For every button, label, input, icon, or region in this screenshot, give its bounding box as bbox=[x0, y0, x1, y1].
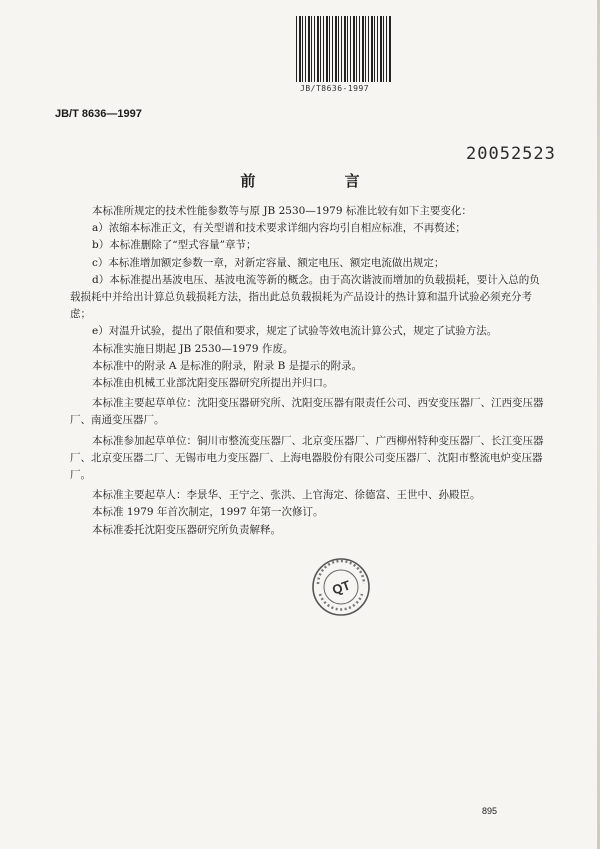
paragraph-participating-drafters: 本标准参加起草单位：铜川市整流变压器厂、北京变压器厂、广西柳州特种变压器厂、长江变压器厂、北京变压器二厂、无锡市电力变压器厂、上海电器股份有限公司变压器厂、沈阳市整流电炉变压器厂。 bbox=[70, 434, 544, 482]
archive-stamp-number: 20052523 bbox=[466, 144, 556, 164]
paragraph-item-e: e）对温升试验，提出了限值和要求，规定了试验等效电流计算公式，规定了试验方法。 bbox=[92, 325, 498, 338]
paragraph-history: 本标准 1979 年首次制定，1997 年第一次修订。 bbox=[92, 506, 324, 519]
paragraph-item-a: a）浓缩本标准正文，有关型谱和技术要求详细内容均引自相应标准，不再赘述； bbox=[92, 222, 466, 235]
paragraph-proposer: 本标准由机械工业部沈阳变压器研究所提出并归口。 bbox=[92, 377, 334, 390]
paragraph-item-b: b）本标准删除了“型式容量”章节； bbox=[92, 239, 257, 252]
page-number: 895 bbox=[482, 806, 498, 816]
paragraph-interpretation: 本标准委托沈阳变压器研究所负责解释。 bbox=[92, 523, 281, 536]
paragraph-effective: 本标准实施日期起 JB 2530—1979 作废。 bbox=[92, 342, 294, 355]
barcode-image bbox=[296, 16, 392, 82]
page-title: 前 言 bbox=[240, 172, 402, 190]
standard-number: JB/T 8636—1997 bbox=[55, 108, 142, 120]
barcode-label: JB/T8636-1997 bbox=[300, 84, 370, 93]
paragraph-annex: 本标准中的附录 A 是标准的附录，附录 B 是提示的附录。 bbox=[92, 359, 363, 372]
foreword-body bbox=[70, 203, 548, 539]
paragraph-item-c: c）本标准增加额定参数一章，对新定容量、额定电压、额定电流做出规定； bbox=[92, 256, 445, 269]
seal-stamp-icon bbox=[310, 556, 372, 618]
paragraph-drafting-persons: 本标准主要起草人：李景华、王宁之、张洪、上官海定、徐德富、王世中、孙殿臣。 bbox=[92, 489, 481, 502]
paragraph-intro: 本标准所规定的技术性能参数等与原 JB 2530—1979 标准比较有如下主要变化： bbox=[92, 205, 472, 217]
paragraph-main-drafters: 本标准主要起草单位：沈阳变压器研究所、沈阳变压器有限责任公司、西安变压器厂、江西变压器厂、南通变压器厂。 bbox=[70, 397, 544, 427]
paragraph-item-d: d）本标准提出基波电压、基波电流等新的概念。由于高次谐波而增加的负载损耗，要计入总的负载损耗中并给出计算总负载损耗方法，指出此总负载损耗为产品设计的热计算和温升试验必须充分考虑； bbox=[70, 273, 540, 321]
svg-text:QT: QT bbox=[330, 577, 353, 598]
